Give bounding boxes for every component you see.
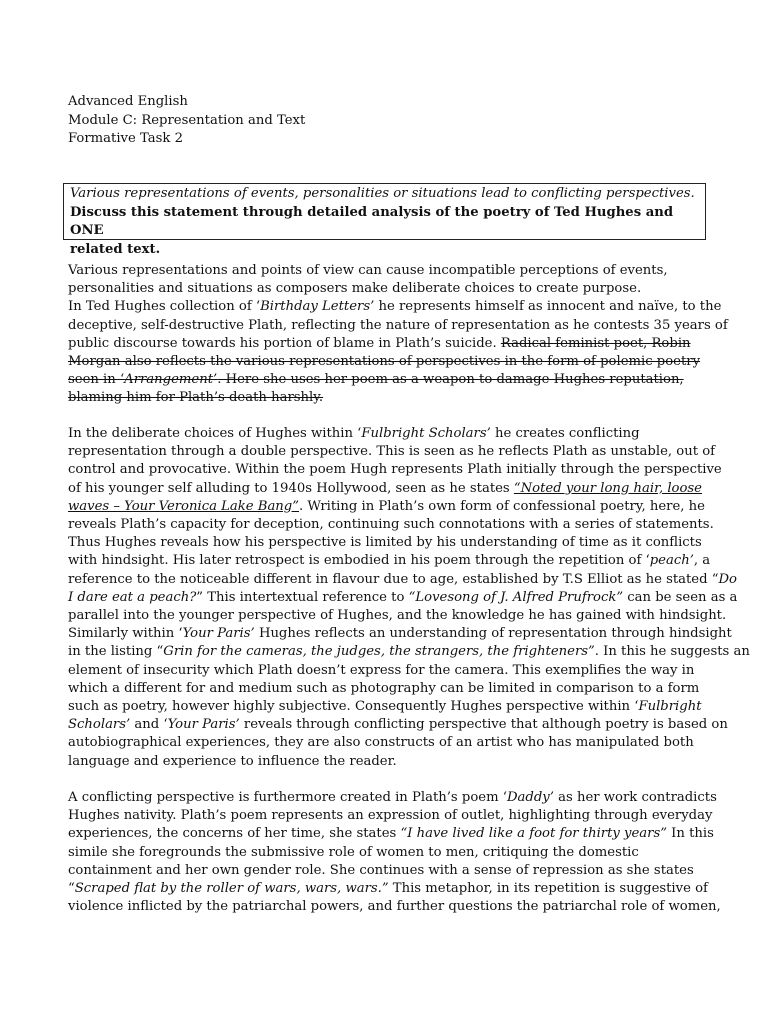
struck-text: Radical feminist poet, Robin — [500, 335, 691, 351]
text-run: with hindsight. His later retrospect is embodied in his poem through the repetition of ‘ — [68, 553, 650, 569]
struck-text: Arrangement’ — [124, 372, 218, 388]
text-line — [68, 880, 708, 898]
text-line — [68, 844, 708, 862]
text-run: control and provocative. Within the poem Hugh represents Plath initially through the perspective — [68, 462, 722, 478]
italic-text: Your Paris’ — [167, 717, 240, 733]
module-title: Module C: Representation and Text — [68, 112, 306, 128]
text-line — [68, 698, 708, 716]
text-line — [68, 389, 708, 407]
task-question-line-2: related text. — [70, 241, 161, 257]
text-line — [68, 862, 708, 880]
paragraph-introduction — [68, 262, 728, 408]
text-line — [68, 789, 717, 807]
text-line — [68, 443, 716, 461]
text-line — [68, 825, 714, 843]
text-line — [68, 425, 708, 443]
text-run: which a different for and medium such as photography can be limited in comparison to a form — [68, 680, 700, 696]
text-run: public discourse towards his portion of blame in Plath’s suicide. — [68, 335, 501, 351]
text-run: violence inflicted by the patriarchal powers, and further questions the patriarchal role of women, — [68, 899, 721, 915]
text-run: In Ted Hughes collection of ‘ — [68, 299, 261, 315]
text-line — [68, 716, 728, 734]
text-line — [68, 534, 708, 552]
text-run: Hughes nativity. Plath’s poem represents an expression of outlet, highlighting through everyday — [68, 808, 713, 824]
text-run: reveals Plath’s capacity for deception, continuing such connotations with a series of statements. — [68, 517, 714, 533]
text-line — [68, 498, 708, 516]
text-run: simile she foregrounds the submissive role of women to men, critiquing the domestic — [68, 844, 639, 860]
text-line — [68, 371, 708, 389]
paragraph-daddy — [68, 789, 721, 916]
task-question-line-1: Discuss this statement through detailed analysis of the poetry of Ted Hughes and ONE — [70, 204, 674, 238]
text-line — [68, 643, 750, 661]
text-line — [68, 480, 708, 498]
text-run: parallel into the younger perspective of Hughes, and the knowledge he has gained with hindsight. — [68, 608, 727, 624]
text-line — [68, 516, 714, 534]
text-run: . Writing in Plath’s own form of confessional poetry, here, he — [299, 498, 705, 514]
task-question-box — [63, 183, 706, 257]
text-line — [68, 625, 732, 643]
text-run: Similarly within ‘ — [68, 626, 183, 642]
text-line — [68, 807, 713, 825]
struck-text: blaming him for Plath’s death harshly. — [68, 390, 324, 406]
text-line — [68, 298, 722, 316]
underlined-quote: “Noted your long hair, loose — [513, 480, 702, 496]
text-run: language and experience to influence the reader. — [68, 753, 397, 769]
text-line — [68, 552, 711, 570]
text-run: This metaphor, in its repetition is suggestive of — [388, 881, 708, 897]
text-line — [68, 607, 727, 625]
text-line — [68, 317, 728, 335]
italic-text: Fulbright — [638, 699, 702, 715]
text-run: ” This intertextual reference to — [196, 589, 409, 605]
text-run: representation through a double perspective. This is seen as he reflects Plath as unstable, out of — [68, 444, 716, 460]
text-line — [68, 589, 738, 607]
paragraph-fulbright-scholars — [68, 425, 750, 771]
document-header — [68, 93, 305, 149]
text-run: , a — [693, 553, 711, 569]
text-run: Hughes reflects an understanding of representation through hindsight — [254, 626, 732, 642]
text-run: In the deliberate choices of Hughes within ‘ — [68, 426, 362, 441]
text-run: A conflicting perspective is furthermore created in Plath’s poem ‘ — [68, 790, 507, 805]
text-line — [68, 898, 721, 916]
text-run: Various representations and points of view can cause incompatible perceptions of events, — [68, 263, 668, 278]
text-run: reveals through conflicting perspective that although poetry is based on — [239, 717, 728, 733]
text-run: he creates conflicting — [490, 426, 640, 441]
text-run: In this — [666, 826, 714, 842]
text-run: “ — [68, 881, 75, 897]
text-run: he represents himself as innocent and naïve, to the — [374, 299, 722, 315]
text-run: deceptive, self-destructive Plath, reflecting the nature of representation as he contests 35 years of — [68, 317, 728, 333]
text-run: containment and her own gender role. She continues with a sense of repression as she states — [68, 862, 694, 878]
text-line — [68, 753, 708, 771]
struck-text: seen in ‘ — [68, 372, 125, 388]
text-run: . In this he suggests an — [594, 644, 750, 660]
text-run: in the listing “ — [68, 644, 164, 660]
text-run: Thus Hughes reveals how his perspective is limited by his understanding of time as it conflicts — [68, 535, 702, 551]
text-line — [68, 662, 708, 680]
task-statement: Various representations of events, personalities or situations lead to conflicting perspectives. — [70, 186, 695, 201]
text-line — [68, 571, 737, 589]
text-run: personalities and situations as composers make deliberate choices to create purpose. — [68, 281, 642, 297]
italic-text: “Lovesong of J. Alfred Prufrock” — [408, 589, 624, 605]
italic-text: Do — [718, 571, 737, 587]
italic-text: Grin for the cameras, the judges, the strangers, the frighteners” — [163, 644, 595, 660]
task-title: Formative Task 2 — [68, 131, 183, 146]
text-run: reference to the noticeable different in flavour due to age, established by T.S Elliot as he stated “ — [68, 571, 719, 587]
struck-text: . Here she uses her poem as a weapon to damage Hughes reputation, — [217, 372, 684, 388]
text-run: autobiographical experiences, they are also constructs of an artist who has manipulated both — [68, 735, 694, 751]
italic-text: peach’ — [649, 553, 694, 569]
italic-text: Daddy’ — [506, 790, 554, 805]
text-line — [68, 461, 722, 479]
text-line — [68, 680, 708, 698]
italic-text: I dare eat a peach? — [68, 589, 197, 605]
text-run: and ‘ — [130, 717, 168, 733]
italic-text: Fulbright Scholars’ — [361, 426, 491, 441]
text-line — [68, 262, 708, 280]
text-run: can be seen as a — [623, 589, 738, 605]
italic-text: Your Paris’ — [182, 626, 255, 642]
underlined-quote: waves – Your Veronica Lake Bang” — [68, 498, 299, 514]
text-run: experiences, the concerns of her time, she states — [68, 826, 401, 842]
text-line — [68, 280, 708, 298]
text-run: of his younger self alluding to 1940s Hollywood, seen as he states — [68, 480, 514, 496]
text-line — [68, 353, 708, 371]
text-line — [68, 335, 708, 353]
italic-text: Scraped flat by the roller of wars, wars, wars.” — [74, 881, 389, 897]
italic-text: Birthday Letters’ — [260, 299, 375, 315]
text-run: as her work contradicts — [553, 790, 717, 805]
italic-text: “I have lived like a foot for thirty years” — [400, 826, 667, 842]
text-run: element of insecurity which Plath doesn’t express for the camera. This exemplifies the way in — [68, 662, 695, 678]
struck-text: Morgan also reflects the various representations of perspectives in the form of polemic poetry — [68, 354, 701, 370]
course-title: Advanced English — [68, 94, 188, 109]
italic-text: Scholars’ — [68, 717, 131, 733]
text-run: such as poetry, however highly subjective. Consequently Hughes perspective within ‘ — [68, 699, 639, 715]
text-line — [68, 734, 708, 752]
